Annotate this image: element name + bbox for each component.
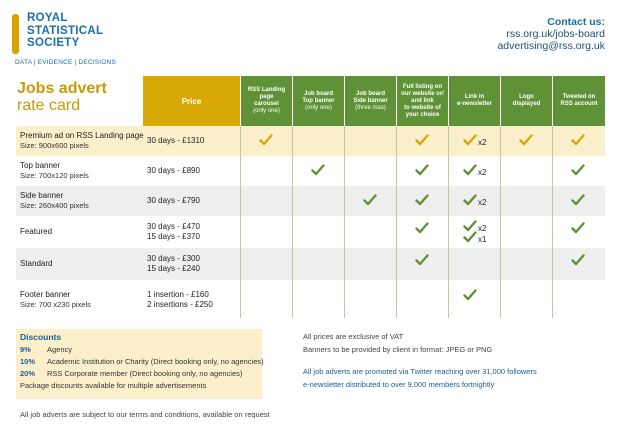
header-logo xyxy=(501,76,552,126)
newsletter-count: x1 xyxy=(478,235,487,244)
discount-percent: 10% xyxy=(20,357,36,366)
discount-text: Agency xyxy=(47,345,73,354)
header-text: carousel xyxy=(254,101,279,107)
header-text: Full listing on xyxy=(403,83,442,90)
row-price xyxy=(147,136,204,146)
page-title: Jobs advert xyxy=(17,80,107,97)
checkmark-icon xyxy=(415,254,429,268)
column-divider xyxy=(240,126,241,318)
row-name: Featured xyxy=(20,227,53,236)
row-size: Size: 700x120 pixels xyxy=(20,170,89,180)
page-subtitle: rate card xyxy=(17,97,81,114)
discount-item xyxy=(20,369,242,378)
logo-tagline: DATA | EVIDENCE | DECISIONS xyxy=(15,59,116,66)
header-side-banner xyxy=(345,76,396,126)
twitter-note: All job adverts are promoted via Twitter reaching over 31,000 followers xyxy=(303,367,537,376)
checkmark-icon xyxy=(571,254,585,268)
logo-line-3: SOCIETY xyxy=(27,37,80,49)
table-row xyxy=(16,216,605,248)
price-line: 2 insertions - £250 xyxy=(147,299,213,309)
discounts-heading: Discounts xyxy=(20,332,62,342)
row-name: Standard xyxy=(20,259,53,268)
price-line: 30 days - £890 xyxy=(147,166,200,175)
discount-item xyxy=(20,357,264,366)
contact-block xyxy=(497,16,605,52)
discount-percent: 20% xyxy=(20,369,36,378)
header-text: page xyxy=(259,94,274,100)
row-price xyxy=(147,290,213,309)
row-price xyxy=(147,254,200,273)
contact-email-link[interactable]: advertising@rss.org.uk xyxy=(497,40,605,52)
header-text: e-newsletter xyxy=(456,101,492,107)
column-divider xyxy=(552,126,553,318)
column-divider xyxy=(292,126,293,318)
row-price xyxy=(147,196,200,206)
price-column-header xyxy=(143,76,240,126)
header-text: and link xyxy=(411,97,434,104)
logo-line-2: STATISTICAL xyxy=(27,24,104,37)
header-landing-carousel xyxy=(241,76,292,126)
header-text: displayed xyxy=(512,101,541,107)
price-line: 15 days - £370 xyxy=(147,231,200,241)
row-label xyxy=(20,259,52,269)
table-row xyxy=(16,126,605,156)
checkmark-icon xyxy=(463,289,477,303)
contact-website-link[interactable]: rss.org.uk/jobs-board xyxy=(506,28,605,40)
price-header-label: Price xyxy=(181,96,202,106)
checkmark-icon xyxy=(463,164,477,178)
column-divider xyxy=(500,126,501,318)
row-size: Size: 700 x230 pixels xyxy=(20,299,91,309)
checkmark-icon xyxy=(415,164,429,178)
newsletter-count: x2 xyxy=(478,138,487,147)
checkmark-icon xyxy=(463,231,477,245)
price-line: 30 days - £790 xyxy=(147,196,200,205)
checkmark-icon xyxy=(571,194,585,208)
header-text: RSS account xyxy=(560,101,598,107)
header-text: our website or/ xyxy=(401,90,444,97)
header-text: your choice xyxy=(405,111,440,118)
checkmark-icon xyxy=(571,164,585,178)
contact-heading: Contact us: xyxy=(547,16,605,28)
row-name: Side banner xyxy=(20,191,64,200)
checkmark-icon xyxy=(519,134,533,148)
price-line: 30 days - £470 xyxy=(147,222,200,231)
discount-text: Academic Institution or Charity (Direct booking only, no agencies) xyxy=(47,357,264,366)
checkmark-icon xyxy=(571,222,585,236)
header-text: Job board xyxy=(355,90,385,97)
header-text: to website of xyxy=(404,104,441,111)
row-name: Footer banner xyxy=(20,290,71,299)
discount-percent: 9% xyxy=(20,345,31,354)
header-full-listing xyxy=(397,76,448,126)
format-note: Banners to be provided by client in format: JPEG or PNG xyxy=(303,345,493,354)
row-label xyxy=(20,227,52,237)
header-text: Logo xyxy=(519,94,534,100)
price-line: 15 days - £240 xyxy=(147,263,200,273)
newsletter-count: x2 xyxy=(478,224,487,233)
checkmark-icon xyxy=(363,194,377,208)
logo-mark xyxy=(12,14,19,54)
header-text: Top banner xyxy=(302,97,335,104)
header-text: Tweeted on xyxy=(562,94,596,100)
logo-line-1: ROYAL xyxy=(27,12,68,24)
checkmark-icon xyxy=(259,134,273,148)
header-subtext: (only one) xyxy=(253,108,280,114)
vat-note: All prices are exclusive of VAT xyxy=(303,332,404,341)
row-label xyxy=(20,191,89,210)
checkmark-icon xyxy=(415,194,429,208)
terms-note: All job adverts are subject to our terms and conditions, available on request xyxy=(20,410,270,419)
table-row xyxy=(16,280,605,318)
checkmark-icon xyxy=(415,222,429,236)
header-tweeted xyxy=(553,76,605,126)
column-divider xyxy=(448,126,449,318)
discount-item xyxy=(20,345,72,354)
header-subtext: (three max) xyxy=(355,104,386,111)
header-newsletter xyxy=(449,76,500,126)
row-label xyxy=(20,161,89,180)
newsletter-count: x2 xyxy=(478,198,487,207)
header-subtext: (only one) xyxy=(305,104,332,111)
logo-wordmark xyxy=(27,12,103,50)
price-line: 30 days - £300 xyxy=(147,254,200,263)
table-row xyxy=(16,248,605,280)
checkmark-icon xyxy=(463,194,477,208)
checkmark-icon xyxy=(571,134,585,148)
row-size: Size: 900x600 pixels xyxy=(20,140,89,150)
row-price xyxy=(147,222,200,241)
checkmark-icon xyxy=(463,134,477,148)
column-divider xyxy=(344,126,345,318)
column-divider xyxy=(396,126,397,318)
row-name: Premium ad on RSS Landing page xyxy=(20,131,144,140)
checkmark-icon xyxy=(415,134,429,148)
price-line: 30 days - £1310 xyxy=(147,136,205,145)
header-text: Job board xyxy=(303,90,333,97)
header-text: Side banner xyxy=(353,97,388,104)
newsletter-note: e-newsletter distributed to over 9,000 members fortnightly xyxy=(303,380,495,389)
row-price xyxy=(147,166,200,176)
discount-text: RSS Corporate member (Direct booking only, no agencies) xyxy=(47,369,243,378)
header-text: Link in xyxy=(464,94,485,100)
table-row xyxy=(16,186,605,216)
row-label xyxy=(20,131,144,150)
newsletter-count: x2 xyxy=(478,168,487,177)
package-discount-note: Package discounts available for multiple advertisements xyxy=(20,381,207,390)
row-size: Size: 260x400 pixels xyxy=(20,200,89,210)
header-text: RSS Landing xyxy=(247,87,286,93)
checkmark-icon xyxy=(311,164,325,178)
price-line: 1 insertion - £160 xyxy=(147,290,209,299)
row-name: Top banner xyxy=(20,161,61,170)
discounts-panel xyxy=(16,329,262,399)
header-top-banner xyxy=(293,76,344,126)
row-label xyxy=(20,290,91,309)
